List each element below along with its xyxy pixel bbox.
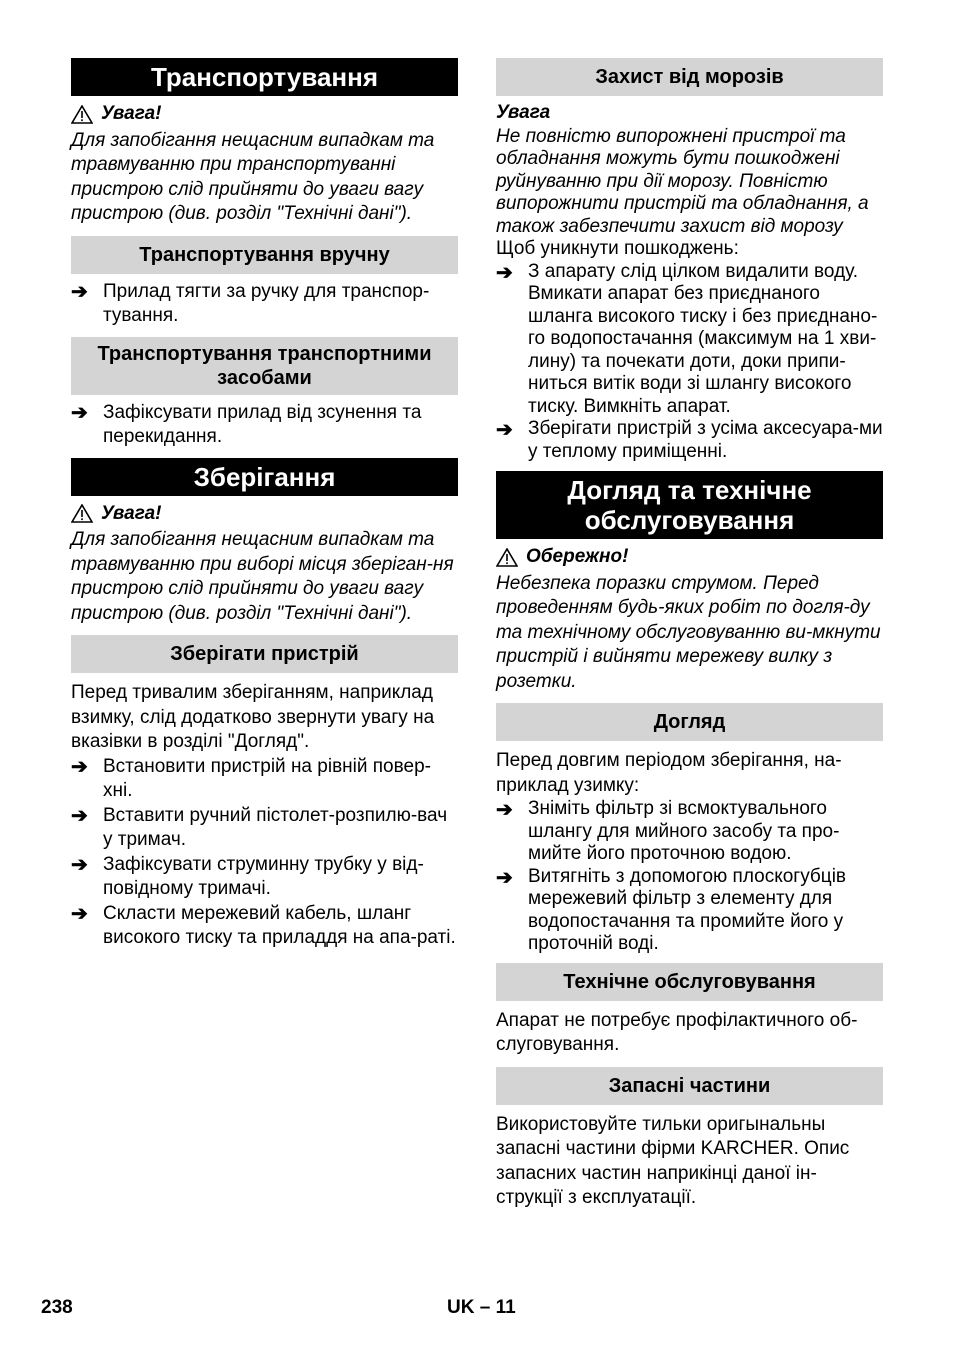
heading-care-maintenance: Догляд та технічне обслуговування — [496, 471, 883, 539]
list-item: ➔ Зберігати пристрій з усіма аксесуара-ми у теплому приміщенні. — [496, 418, 883, 462]
heading-frost-protection: Захист від морозів — [496, 58, 883, 96]
list-item: ➔ З апарату слід цілком видалити воду. Вмикати апарат без приєднаного шланга високого тиску і без приєднано-го водопостачання (максимум на 1 хви-лину) та почекати доти, доки припи-ниться витік води зі шлангу високого тиску. Вимкніть апарат. — [496, 260, 878, 417]
heading-manual-transport: Транспортування вручну — [71, 236, 458, 274]
arrow-right-icon: ➔ — [71, 804, 88, 827]
warning-text: Для запобігання нещасним випадкам та травмуванню при виборі місця зберіган-ня пристрою слід прийняти до уваги вагу пристрою (див. розділ "Технічні дані"). — [71, 529, 454, 624]
section-page: UK – 11 — [447, 1297, 516, 1318]
arrow-right-icon: ➔ — [496, 799, 513, 821]
manual-transport-list — [71, 280, 458, 329]
heading-maintenance: Технічне обслуговування — [496, 963, 883, 1001]
arrow-right-icon: ➔ — [71, 280, 88, 303]
warning-heading — [71, 502, 458, 527]
spare-parts-text: Використовуйте тильки оригынальны запасні частини фірми KARCHER. Опис запасних частин наприкінці даної ін-струкції з експлуатації. — [496, 1113, 850, 1208]
heading-care: Догляд — [496, 703, 883, 741]
warning-label: Увага — [496, 102, 551, 123]
heading-transport: Транспортування — [71, 58, 458, 96]
store-device-list — [71, 755, 458, 951]
frost-list — [496, 261, 883, 464]
heading-spare-parts: Запасні частини — [496, 1067, 883, 1105]
arrow-right-icon: ➔ — [71, 755, 88, 778]
list-item: ➔ Скласти мережевий кабель, шланг високого тиску та приладдя на апа-раті. — [71, 902, 458, 951]
warning-label: Увага! — [101, 502, 162, 524]
warning-triangle-icon — [71, 504, 93, 523]
heading-storage: Зберігання — [71, 458, 458, 496]
heading-store-device: Зберігати пристрій — [71, 635, 458, 673]
page-number: 238 — [41, 1297, 73, 1318]
warning-triangle-icon — [496, 548, 518, 567]
caution-text: Небезпека поразки струмом. Перед проведенням будь-яких робіт по догля-ду та технічному обслуговуванню ви-мкнути пристрій і вийняти мережеву вилку з розетки. — [496, 572, 881, 692]
caution-heading — [496, 545, 883, 570]
list-item: ➔ Зафіксувати прилад від зсунення та перекидання. — [71, 401, 458, 450]
left-column — [71, 58, 458, 951]
warning-heading — [71, 102, 458, 127]
frost-intro: Щоб уникнути пошкоджень: — [496, 238, 739, 259]
arrow-right-icon: ➔ — [496, 866, 513, 889]
maintenance-text: Апарат не потребує профілактичного об-слуговування. — [496, 1009, 858, 1055]
arrow-right-icon: ➔ — [71, 401, 88, 424]
vehicle-transport-list — [71, 401, 458, 450]
arrow-right-icon: ➔ — [71, 853, 88, 876]
list-item: ➔ Вставити ручний пістолет-розпилю-вач у тримач. — [71, 804, 458, 853]
warning-triangle-icon — [71, 105, 93, 124]
care-intro: Перед довгим періодом зберігання, на-приклад узимку: — [496, 750, 842, 796]
list-item: ➔ Встановити пристрій на рівній повер-хні. — [71, 755, 458, 804]
warning-text: Не повністю випорожнені пристрої та обладнання можуть бути пошкоджені руйнуванню при дії морозу. Повністю випорожнити пристрій та обладнання, а також забезпечити захист від морозу — [496, 125, 869, 237]
right-column — [496, 58, 883, 1211]
arrow-right-icon: ➔ — [71, 902, 88, 925]
warning-label: Увага! — [101, 103, 162, 124]
list-item: ➔ Прилад тягти за ручку для транспор-тування. — [71, 280, 458, 329]
warning-text: Для запобігання нещасним випадкам та травмуванню при транспортуванні пристрою слід прийняти до уваги вагу пристрою (див. розділ "Технічні дані"). — [71, 129, 435, 224]
heading-vehicle-transport: Транспортування транспортними засобами — [71, 337, 458, 395]
caution-label: Обережно! — [526, 546, 629, 567]
arrow-right-icon: ➔ — [496, 419, 513, 441]
care-list — [496, 798, 883, 956]
list-item: ➔ Витягніть з допомогою плоскогубців мережевий фільтр з елементу для водопостачання та промийте його у проточній воді. — [496, 865, 847, 954]
list-item: ➔ Зафіксувати струминну трубку у від-повідному тримачі. — [71, 853, 458, 902]
store-device-intro: Перед тривалим зберіганням, наприклад взимку, слід додатково звернути увагу на вказівки в розділі "Догляд". — [71, 682, 435, 752]
list-item: ➔ Зніміть фільтр зі всмоктувального шлангу для мийного засобу та про-мийте його проточною водою. — [496, 798, 840, 864]
arrow-right-icon: ➔ — [496, 261, 513, 284]
